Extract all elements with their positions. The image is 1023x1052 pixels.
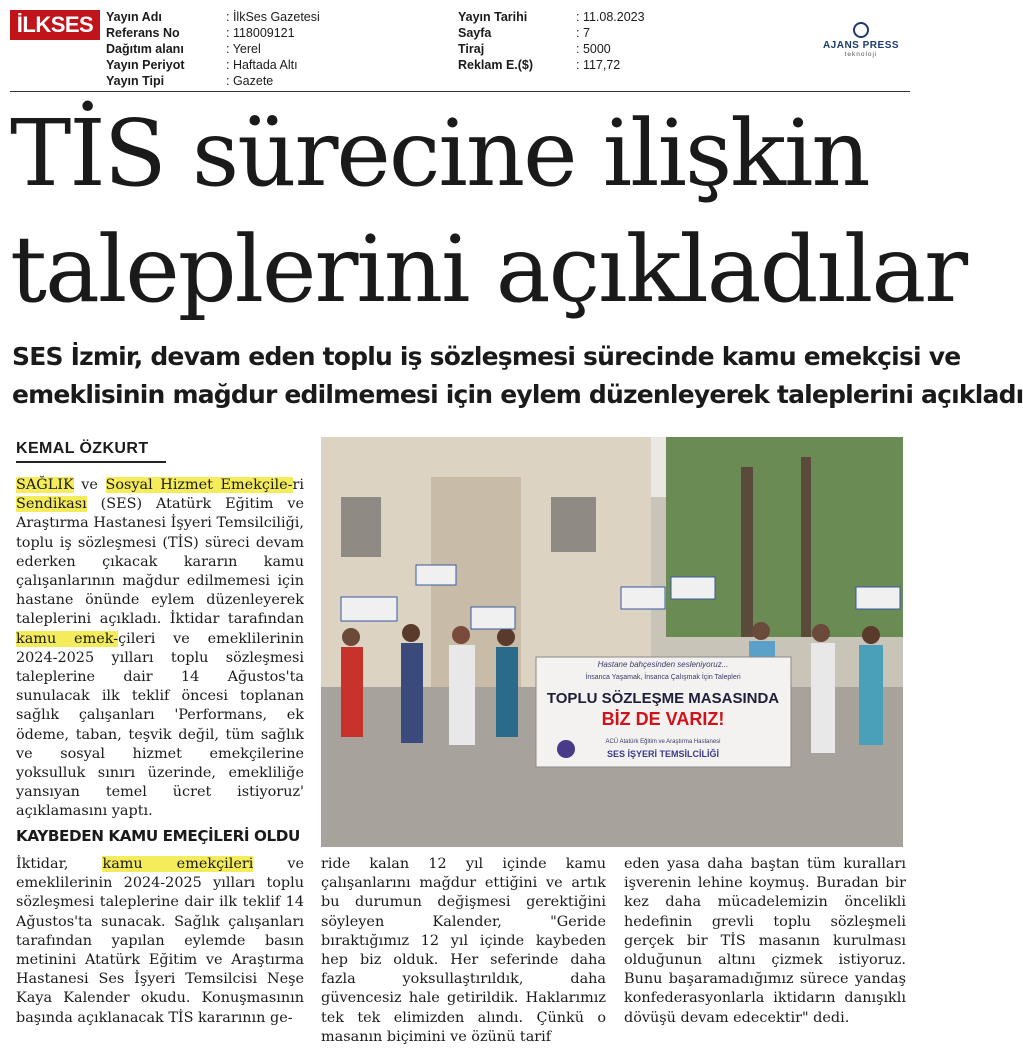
tree-trunk — [741, 467, 753, 637]
body-column-3: eden yasa daha baştan tüm kuralları işverenin lehine koymuş. Buradan bir kez daha mücadelemizin öncelikli hedefinin grevli toplu sözleşmeli gerçek bir TİS masanın kurulması olduğunun altını çizmek istiyoruz. Bunu başaramadığımız sürece yandaş konfederasyonlarla iktidarın danışıklı dövüşü devam edecektir" dedi. — [624, 856, 906, 1026]
info-label: Referans No — [106, 26, 180, 40]
info-label: Tiraj — [458, 42, 485, 56]
body-text: İktidar, — [16, 856, 103, 872]
window — [551, 497, 596, 552]
info-row — [106, 9, 320, 25]
tree-trunk — [801, 457, 811, 637]
info-row — [106, 41, 320, 57]
info-label: Reklam E.($) — [458, 58, 534, 72]
info-label: Dağıtım alanı — [106, 42, 184, 56]
protest-photo — [321, 437, 903, 847]
subheadline-line: SES İzmir, devam eden toplu iş sözleşmesi sürecinde kamu emekçisi ve — [12, 342, 961, 371]
subheadline — [12, 338, 1023, 414]
publication-info-left — [106, 9, 320, 89]
headline-line: TİS sürecine ilişkin — [10, 100, 869, 207]
banner-organization: SES İŞYERİ TEMSİLCİLİĞİ — [606, 749, 720, 759]
protest-banner — [536, 657, 791, 767]
publication-info-right — [458, 9, 645, 73]
highlighted-text: Sosyal Hizmet Emekçile- — [105, 477, 293, 493]
body-column-1 — [16, 855, 304, 1028]
info-value: : 5000 — [576, 42, 611, 56]
window — [341, 497, 381, 557]
lead-paragraph — [16, 476, 304, 822]
info-value: : Gazete — [226, 74, 274, 88]
info-value: : 118009121 — [226, 26, 295, 40]
info-label: Yayın Adı — [106, 10, 162, 24]
info-label: Yayın Tipi — [106, 74, 165, 88]
subheadline-line: emeklisinin mağdur edilmemesi için eylem düzenleyerek taleplerini açıkladı — [12, 380, 1023, 409]
banner-slogan: BİZ DE VARIZ! — [601, 709, 725, 729]
agency-name: AJANS PRESS — [822, 40, 900, 51]
headline-line: taleplerini açıkladılar — [10, 216, 967, 323]
clipping-header — [0, 0, 920, 92]
info-row — [458, 9, 645, 25]
newspaper-logo: İLKSES — [10, 10, 100, 40]
banner-hospital: ACÜ Atatürk Eğitim ve Araştırma Hastanesi — [605, 739, 721, 745]
headline — [10, 96, 967, 328]
info-value: : 11.08.2023 — [576, 10, 645, 24]
info-value: : İlkSes Gazetesi — [226, 10, 320, 24]
highlighted-text: kamu emek- — [16, 630, 119, 647]
header-divider — [10, 91, 910, 92]
union-emblem-icon — [557, 740, 575, 758]
info-value: : 117,72 — [576, 58, 621, 72]
info-label: Yayın Periyot — [106, 58, 185, 72]
highlighted-text: kamu emekçileri — [102, 856, 254, 872]
body-text: (SES) Atatürk Eğitim ve Araştırma Hastanesi İşyeri Temsilciliği, toplu iş sözleşmesi (TİS) süreci devam ederken çıkacak kararın kamu çalışanlarının mağdur edilmemesi için hastane önünde eylem düzenleyerek taleplerini açıkladı. İktidar tarafından — [16, 496, 304, 628]
agency-emblem-icon — [853, 22, 869, 38]
info-row — [106, 57, 320, 73]
body-text: ve emeklilerinin 2024-2025 yılları toplu sözleşmesi taleplerine dair ilk teklif 14 Ağustos'ta sunacak. Sağlık çalışanları tarafından yapılan eylemde basın metinini Atatürk Eğitim ve Araştırma Hastanesi Ses İşyeri Temsilcisi Neşe Kaya Kalender okudu. Konuşmasının başında açıklanacak TİS kararının ge- — [16, 856, 305, 1026]
byline: KEMAL ÖZKURT — [16, 440, 166, 463]
info-value: : Yerel — [226, 42, 261, 56]
highlighted-text: Sendikası — [16, 496, 87, 513]
info-row — [106, 25, 320, 41]
info-row — [458, 41, 645, 57]
info-label: Yayın Tarihi — [458, 10, 528, 24]
info-row — [458, 25, 645, 41]
body-text: ri — [292, 477, 305, 493]
info-value: : Haftada Altı — [226, 58, 298, 72]
highlighted-text: SAĞLIK — [16, 477, 74, 493]
agency-tagline: teknoloji — [844, 51, 878, 58]
info-row — [106, 73, 320, 89]
banner-title: TOPLU SÖZLEŞME MASASINDA — [546, 690, 780, 707]
banner-caption: Hastane bahçesinden sesleniyoruz... — [597, 660, 729, 669]
info-label: Sayfa — [458, 26, 492, 40]
body-text: ve — [73, 477, 106, 493]
info-value: : 7 — [576, 26, 590, 40]
photo-illustration — [321, 437, 903, 847]
body-column-2: ride kalan 12 yıl içinde kamu çalışanlarını mağdur ettiğini ve artık bu durumun değişmesi gerektiğini söyleyen Kalender, "Geride bıraktığımız 12 yıl içinde kaybeden hep biz olduk. Her seferinde daha fazla yoksullaştırıldık, daha güvencesiz hale getirildik. Haklarımız tek tek elimizden alındı. Çünkü o masanın biçimini ve özünü tarif — [321, 856, 606, 1045]
agency-logo — [808, 22, 914, 58]
banner-caption: İnsanca Yaşamak, İnsanca Çalışmak İçin Talepleri — [585, 674, 741, 681]
body-text: çileri ve emeklilerinin 2024-2025 yılları toplu sözleşmesi taleplerine dair 14 Ağustos'ta sunulacak ilk teklif öncesi toplanan sağlık çalışanları 'Performans, ek ödeme, taban, teşvik değil, tüm sağlık ve sosyal hizmet emekçilerine yoksulluk sınırı üzerinde, emekliliğe yansıyan temel ücret istiyoruz' açıklamasını yaptı. — [16, 630, 304, 820]
section-subhead: KAYBEDEN KAMU EMEÇİLERİ OLDU — [16, 827, 300, 845]
info-row — [458, 57, 645, 73]
